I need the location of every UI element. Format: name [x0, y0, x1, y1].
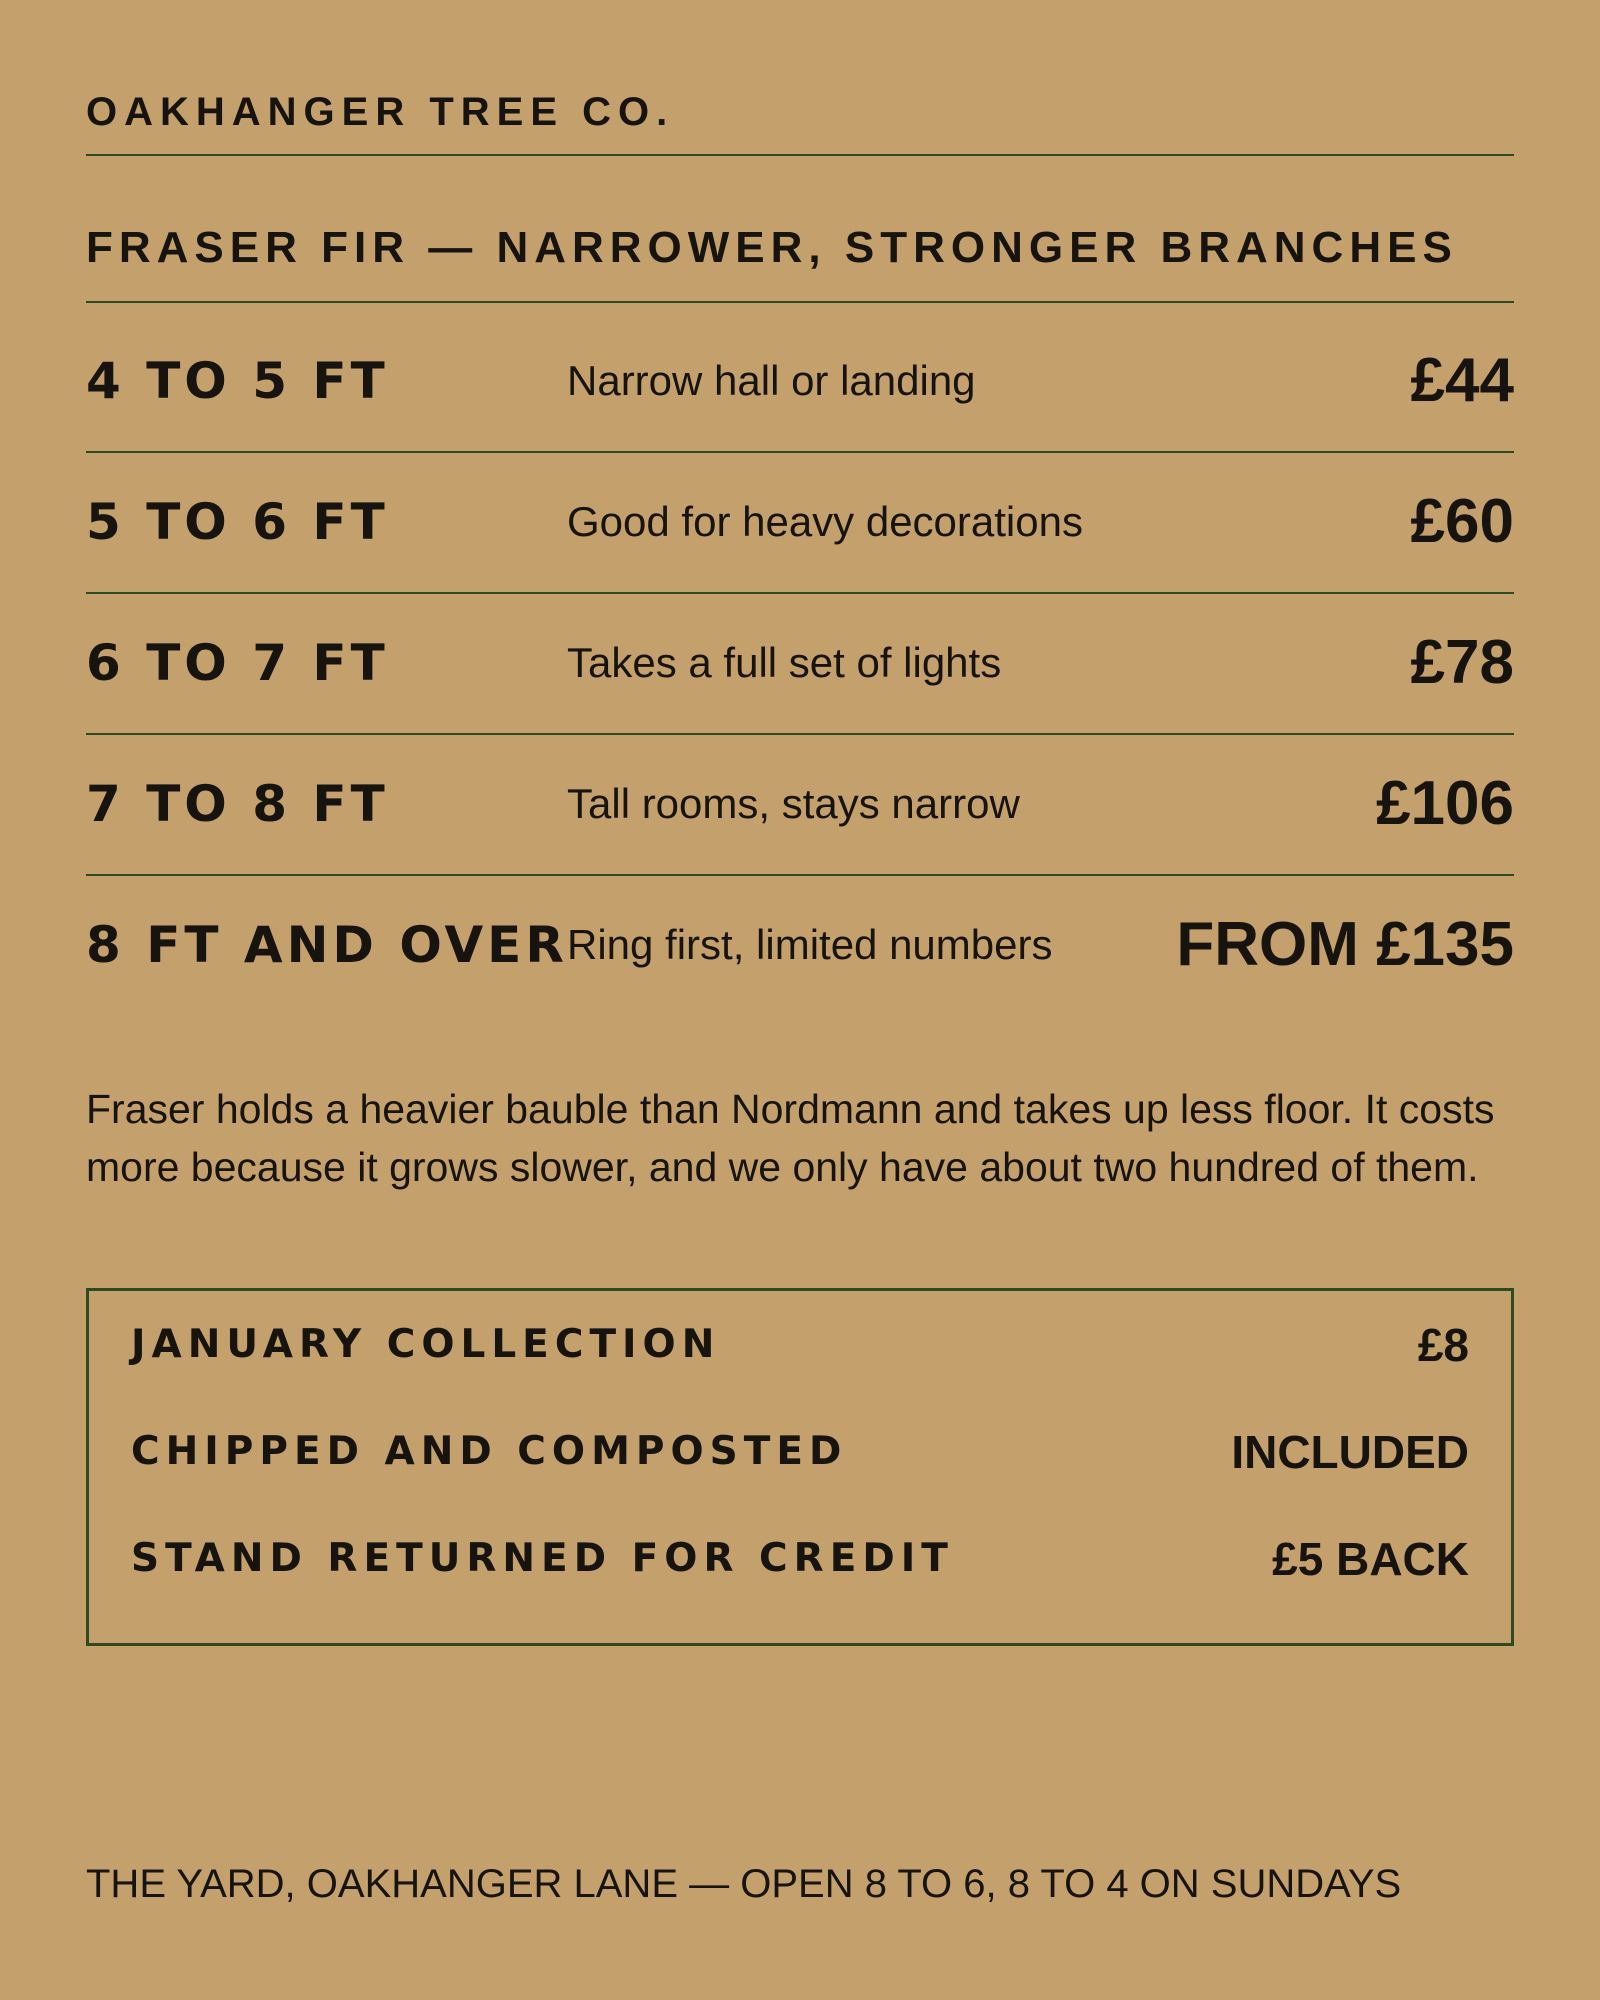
price-sheet	[86, 0, 1514, 2000]
extras-value: INCLUDED	[1231, 1426, 1469, 1478]
tree-description: Ring first, limited numbers	[567, 921, 1053, 968]
extras-row	[131, 1315, 1469, 1375]
tree-description: Narrow hall or landing	[567, 357, 976, 404]
extras-label: STAND RETURNED FOR CREDIT	[131, 1536, 954, 1581]
brand-name: OAKHANGER TREE CO.	[86, 90, 675, 134]
tree-price: £60	[1410, 487, 1514, 556]
tree-price: £106	[1376, 769, 1514, 838]
extras-value: £5 BACK	[1272, 1533, 1469, 1585]
extras-box	[86, 1288, 1514, 1646]
extras-row	[131, 1529, 1469, 1589]
footer-address-hours: THE YARD, OAKHANGER LANE — OPEN 8 TO 6, 8 TO 4 ON SUNDAYS	[86, 1862, 1402, 1906]
extras-label: JANUARY COLLECTION	[131, 1322, 721, 1367]
tree-description: Good for heavy decorations	[567, 498, 1083, 545]
price-row	[86, 452, 1514, 592]
price-row	[86, 593, 1514, 733]
tree-size: 7 TO 8 FT	[86, 775, 389, 833]
tree-size: 4 TO 5 FT	[86, 352, 389, 410]
extras-row	[131, 1422, 1469, 1482]
tree-size: 5 TO 6 FT	[86, 493, 389, 551]
tree-price: FROM £135	[1176, 910, 1514, 979]
extras-label: CHIPPED AND COMPOSTED	[131, 1429, 848, 1474]
tree-description: Takes a full set of lights	[567, 639, 1002, 686]
tree-size: 8 FT AND OVER	[86, 916, 568, 974]
price-row	[86, 311, 1514, 451]
divider	[86, 154, 1514, 156]
description-paragraph: Fraser holds a heavier bauble than Nordmann and takes up less floor. It costs more because it grows slower, and we only have about two hundred of them.	[86, 1086, 1495, 1190]
tree-description: Tall rooms, stays narrow	[567, 780, 1020, 827]
price-row	[86, 734, 1514, 874]
extras-value: £8	[1417, 1319, 1469, 1371]
tree-price: £44	[1410, 346, 1514, 415]
section-heading: FRASER FIR — NARROWER, STRONGER BRANCHES	[86, 223, 1458, 272]
divider	[86, 301, 1514, 303]
tree-size: 6 TO 7 FT	[86, 634, 389, 692]
tree-price: £78	[1410, 628, 1514, 697]
price-row	[86, 875, 1514, 1015]
